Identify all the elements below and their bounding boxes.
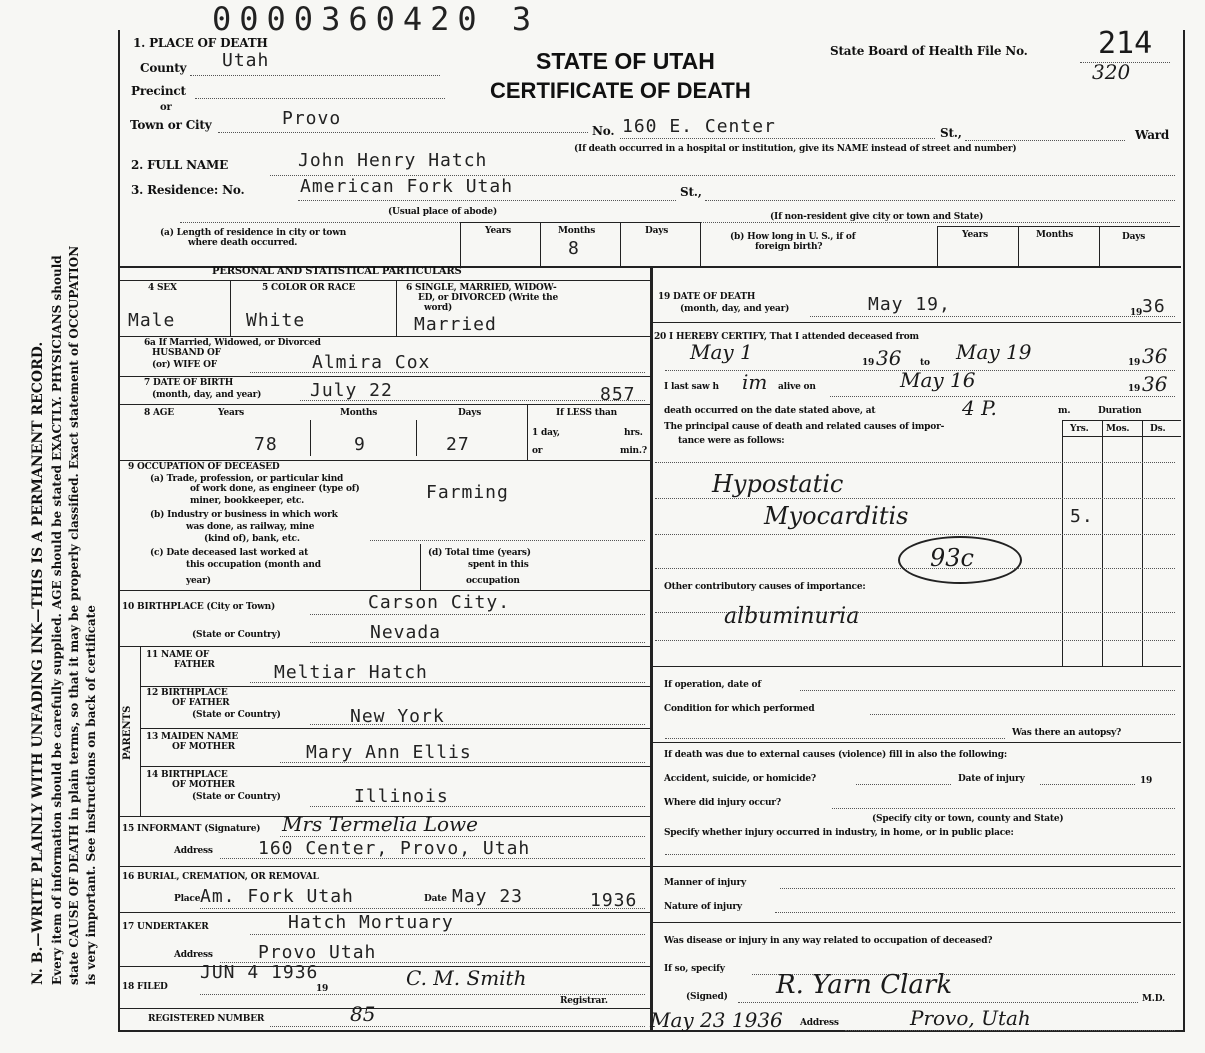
dod-year: 36: [1142, 296, 1166, 317]
mother-label-b: OF MOTHER: [172, 742, 235, 752]
physician-address-label: Address: [800, 1018, 839, 1028]
burial-place: Am. Fork Utah: [200, 886, 354, 907]
operation-label: If operation, date of: [664, 680, 762, 690]
county-label: County: [140, 61, 187, 75]
sex-label: 4 SEX: [148, 283, 177, 293]
dob-value: July 22: [310, 380, 393, 401]
occupation-b2: was done, as railway, mine: [186, 522, 315, 532]
town-label: Town or City: [130, 118, 212, 132]
external-label: If death was due to external causes (violence) fill in also the following:: [664, 750, 1007, 760]
sex-value: Male: [128, 310, 176, 331]
signed-date: May 23 1936: [650, 1008, 783, 1032]
state-title: STATE OF UTAH: [536, 48, 715, 74]
full-name-label: 2. FULL NAME: [131, 158, 229, 172]
us-years-label: Years: [962, 230, 989, 240]
specify-label: Specify whether injury occurred in industry, in home, or in public place:: [664, 828, 1014, 838]
signed-label: (Signed): [686, 992, 728, 1002]
mother-birthplace-label-c: (State or Country): [192, 792, 281, 802]
occupation-c2: this occupation (month and: [186, 560, 321, 570]
street-st-label: St.,: [940, 126, 962, 140]
ward-label: Ward: [1135, 128, 1170, 142]
occupation-d1: (d) Total time (years): [428, 548, 531, 558]
mother-birthplace-label-a: 14 BIRTHPLACE: [146, 770, 228, 780]
occupation-value: Farming: [426, 482, 509, 503]
occupation-label: 9 OCCUPATION OF DECEASED: [128, 462, 280, 472]
spouse-label-b: HUSBAND OF: [152, 348, 221, 358]
board-file-label: State Board of Health File No.: [830, 44, 1028, 58]
usual-abode-note: (Usual place of abode): [388, 207, 497, 217]
mother-value: Mary Ann Ellis: [306, 742, 472, 763]
burial-place-label: Place: [174, 894, 201, 904]
attended-to: May 19: [956, 340, 1032, 364]
registrar-signature: C. M. Smith: [406, 966, 527, 990]
mother-birthplace-label-b: OF MOTHER: [172, 780, 235, 790]
dob-label-a: 7 DATE OF BIRTH: [144, 378, 234, 388]
burial-year: 1936: [590, 890, 638, 911]
where-note: (Specify city or town, county and State): [872, 814, 1064, 824]
precinct-label: Precinct: [131, 84, 186, 98]
color-value: White: [246, 310, 306, 331]
cause-2: Myocarditis: [764, 502, 909, 530]
duration-mos-label: Mos.: [1106, 424, 1130, 434]
condition-label: Condition for which performed: [664, 704, 815, 714]
dod-label-a: 19 DATE OF DEATH: [658, 292, 756, 302]
us-label-a: (b) How long in U. S., if of: [730, 232, 856, 242]
birthplace-state: Nevada: [370, 622, 442, 643]
accident-label: Accident, suicide, or homicide?: [664, 774, 816, 784]
us-months-label: Months: [1036, 230, 1074, 240]
informant-label: 15 INFORMANT (Signature): [122, 824, 261, 834]
occupation-d3: occupation: [466, 576, 520, 586]
principal-label-a: The principal cause of death and related causes of impor-: [664, 422, 945, 432]
age-months-value: 9: [354, 434, 366, 455]
last-saw-date: May 16: [900, 368, 976, 392]
father-value: Meltiar Hatch: [274, 662, 428, 683]
less-label: If LESS than: [556, 408, 618, 418]
informant-signature: Mrs Termelia Lowe: [282, 812, 478, 836]
duration-ds-label: Ds.: [1150, 424, 1166, 434]
attended-from: May 1: [690, 340, 753, 364]
age-years-value: 78: [254, 434, 278, 455]
color-label: 5 COLOR OR RACE: [262, 283, 356, 293]
father-birthplace-label-c: (State or Country): [192, 710, 281, 720]
md-label: M.D.: [1142, 994, 1165, 1004]
duration-yrs-label: Yrs.: [1070, 424, 1089, 434]
marital-label-a: 6 SINGLE, MARRIED, WIDOW-: [406, 283, 557, 293]
less-or-label: or: [532, 446, 543, 456]
father-birthplace-label-b: OF FATHER: [172, 698, 230, 708]
burial-date-label: Date: [424, 894, 447, 904]
personal-heading: PERSONAL AND STATISTICAL PARTICULARS: [212, 266, 462, 277]
cause-1: Hypostatic: [712, 470, 844, 498]
occupation-a1: (a) Trade, profession, or particular kind: [150, 474, 344, 484]
occupation-b3: (kind of), bank, etc.: [204, 534, 300, 544]
to-year-prefix: 19: [1128, 358, 1141, 368]
side-note-instructions-2: state CAUSE OF DEATH in plain terms, so that it may be properly classified. Exact statement of OCCUPATION: [67, 245, 81, 985]
residence-value: American Fork Utah: [300, 176, 514, 197]
full-name-value: John Henry Hatch: [298, 150, 488, 171]
side-note-instructions-1: Every item of information should be carefully supplied. AGE should be stated EXACTLY. PHYSICIANS should: [50, 255, 64, 985]
burial-label: 16 BURIAL, CREMATION, OR REMOVAL: [122, 872, 319, 882]
duration-label: Duration: [1098, 406, 1142, 416]
residence-months-value: 8: [568, 238, 580, 259]
town-value: Provo: [282, 108, 342, 129]
father-label-b: FATHER: [174, 660, 215, 670]
place-of-death-label: 1. PLACE OF DEATH: [133, 36, 268, 50]
birthplace-label: 10 BIRTHPLACE (City or Town): [122, 602, 276, 612]
dob-year: 857: [600, 384, 636, 405]
autopsy-label: Was there an autopsy?: [1012, 728, 1122, 738]
street-value: 160 E. Center: [622, 116, 776, 137]
death-occurred-label: death occurred on the date stated above, at: [664, 406, 876, 416]
occupation-a3: miner, bookkeeper, etc.: [190, 496, 305, 506]
less-hrs-label: hrs.: [624, 428, 643, 438]
serial-number: 0000360420 3: [212, 0, 540, 38]
occupation-c1: (c) Date deceased last worked at: [150, 548, 309, 558]
occ-related-label: Was disease or injury in any way related to occupation of deceased?: [664, 936, 993, 946]
last-year-prefix: 19: [1128, 384, 1141, 394]
m-label: m.: [1058, 406, 1071, 416]
age-days-value: 27: [446, 434, 470, 455]
birthplace-city: Carson City.: [368, 592, 511, 613]
if-so-label: If so, specify: [664, 964, 725, 974]
mother-label-a: 13 MAIDEN NAME: [146, 732, 239, 742]
residence-length-label-b: where death occurred.: [188, 238, 298, 248]
contributory-value: albuminuria: [724, 604, 860, 629]
age-days-label: Days: [458, 408, 482, 418]
certificate-title: CERTIFICATE OF DEATH: [490, 78, 751, 103]
undertaker-value: Hatch Mortuary: [288, 912, 454, 933]
last-saw-who: im: [742, 370, 768, 394]
filed-year-prefix: 19: [316, 984, 329, 994]
father-birthplace-label-a: 12 BIRTHPLACE: [146, 688, 228, 698]
board-file-secondary: 320: [1092, 60, 1131, 84]
residence-label: 3. Residence: No.: [131, 183, 245, 197]
board-file-number: 214: [1098, 26, 1153, 61]
physician-signature: R. Yarn Clark: [776, 970, 953, 1000]
spouse-label-c: (or) WIFE OF: [152, 360, 217, 370]
age-months-label: Months: [340, 408, 378, 418]
nonresident-note: (If non-resident give city or town and State): [770, 212, 984, 222]
marital-value: Married: [414, 314, 497, 335]
cause-code: 93c: [930, 544, 974, 572]
dod-label-b: (month, day, and year): [680, 304, 790, 314]
residence-months-label: Months: [558, 226, 596, 236]
burial-date: May 23: [452, 886, 524, 907]
occupation-b1: (b) Industry or business in which work: [150, 510, 338, 520]
informant-address-label: Address: [174, 846, 213, 856]
us-days-label: Days: [1122, 232, 1146, 242]
undertaker-address-label: Address: [174, 950, 213, 960]
marital-label-c: word): [424, 303, 453, 313]
from-year: 36: [876, 346, 902, 370]
certify-label: 20 I HEREBY CERTIFY, That I attended deceased from: [654, 332, 919, 342]
alive-label: alive on: [778, 382, 816, 392]
occupation-c3: year): [186, 576, 211, 586]
or-label: or: [160, 102, 172, 113]
side-note-instructions-3: is very important. See instructions on back of certificate: [84, 605, 98, 985]
undertaker-address: Provo Utah: [258, 942, 377, 963]
parents-side-label: PARENTS: [122, 705, 133, 760]
birthplace-state-label: (State or Country): [192, 630, 281, 640]
filed-label: 18 FILED: [122, 982, 168, 992]
last-year: 36: [1142, 372, 1168, 396]
residence-st-label: St.,: [680, 185, 702, 199]
dod-value: May 19,: [868, 294, 951, 315]
side-note-permanent-record: N. B.—WRITE PLAINLY WITH UNFADING INK—THIS IS A PERMANENT RECORD.: [30, 341, 46, 985]
occupation-d2: spent in this: [468, 560, 529, 570]
to-label: to: [920, 358, 930, 368]
occupation-a2: of work done, as engineer (type of): [190, 484, 360, 494]
residence-years-label: Years: [485, 226, 512, 236]
to-year: 36: [1142, 344, 1168, 368]
father-label-a: 11 NAME OF: [146, 650, 210, 660]
from-year-prefix: 19: [862, 358, 875, 368]
nature-label: Nature of injury: [664, 902, 742, 912]
age-years-label: Years: [218, 408, 245, 418]
registered-number-value: 85: [350, 1002, 376, 1026]
dob-label-b: (month, day, and year): [152, 390, 262, 400]
mother-birthplace-value: Illinois: [354, 786, 449, 807]
street-no-label: No.: [592, 124, 615, 138]
manner-label: Manner of injury: [664, 878, 747, 888]
hospital-note: (If death occurred in a hospital or institution, give its NAME instead of street and number): [574, 144, 1017, 154]
less-day-label: 1 day,: [532, 428, 560, 438]
residence-length-label-a: (a) Length of residence in city or town: [160, 228, 347, 238]
age-label: 8 AGE: [144, 408, 174, 418]
contributory-label: Other contributory causes of importance:: [664, 582, 866, 592]
county-value: Utah: [222, 50, 270, 71]
injury-date-label: Date of injury: [958, 774, 1025, 784]
spouse-label-a: 6a If Married, Widowed, or Divorced: [144, 338, 321, 348]
us-label-b: foreign birth?: [755, 242, 823, 252]
residence-days-label: Days: [645, 226, 669, 236]
last-saw-label: I last saw h: [664, 382, 719, 392]
where-label: Where did injury occur?: [664, 798, 781, 808]
registrar-label: Registrar.: [560, 996, 608, 1006]
cause-2-duration: 5.: [1070, 506, 1094, 527]
registered-number-label: REGISTERED NUMBER: [148, 1014, 265, 1024]
informant-address: 160 Center, Provo, Utah: [258, 838, 531, 859]
principal-label-b: tance were as follows:: [678, 436, 785, 446]
marital-label-b: ED, or DIVORCED (Write the: [418, 293, 558, 303]
dod-year-prefix: 19: [1130, 308, 1143, 318]
spouse-value: Almira Cox: [312, 352, 431, 373]
undertaker-label: 17 UNDERTAKER: [122, 922, 209, 932]
injury-year-prefix: 19: [1140, 776, 1153, 786]
father-birthplace-value: New York: [350, 706, 445, 727]
less-min-label: min.?: [620, 446, 647, 456]
filed-date: JUN 4 1936: [200, 962, 319, 983]
death-time: 4 P.: [962, 396, 997, 420]
physician-address: Provo, Utah: [910, 1006, 1031, 1030]
